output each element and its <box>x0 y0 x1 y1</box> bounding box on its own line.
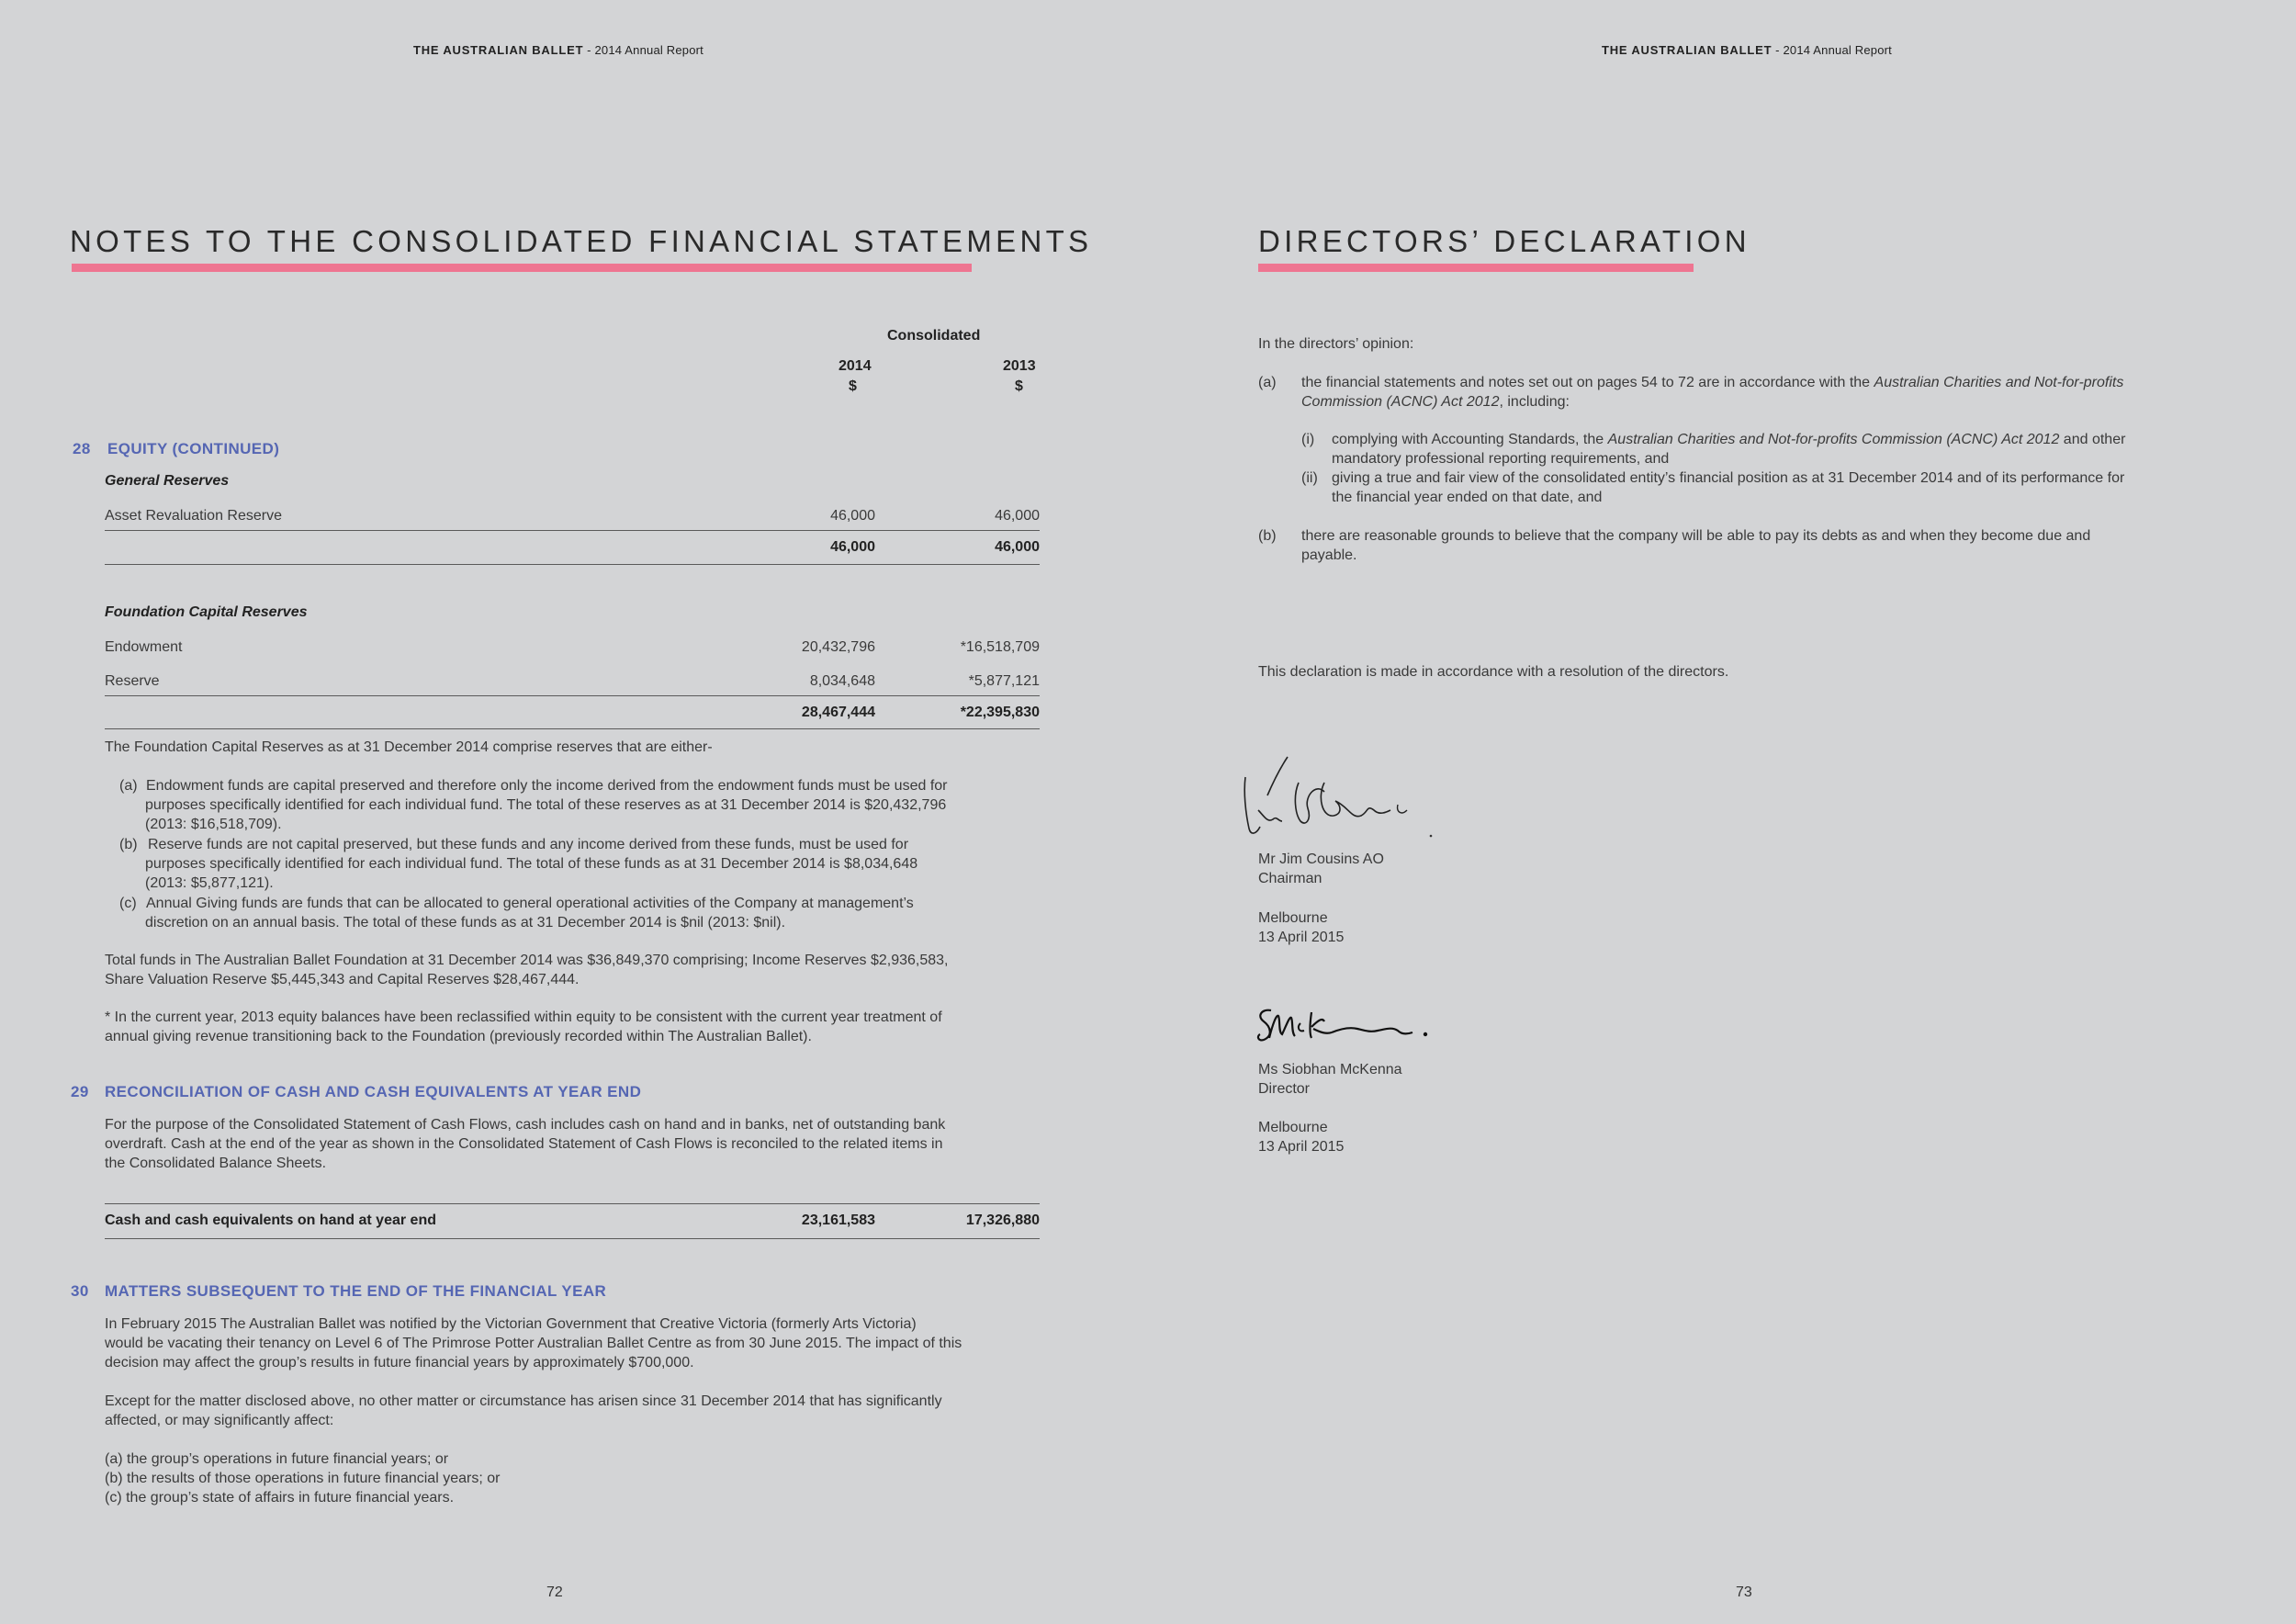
page-title: NOTES TO THE CONSOLIDATED FINANCIAL STATEMENTS <box>70 224 1093 258</box>
running-head <box>413 43 703 57</box>
general-reserves-total-2013: 46,000 <box>995 539 1040 555</box>
row-value-2013: 17,326,880 <box>965 1212 1040 1228</box>
table-rule <box>105 1238 1040 1239</box>
paragraph-line: Share Valuation Reserve $5,445,343 and Capital Reserves $28,467,444. <box>105 972 580 987</box>
note-28-number: 28 <box>73 440 91 457</box>
item-text: and other <box>2059 432 2126 447</box>
row-label: Endowment <box>105 639 183 655</box>
signatory-1-block <box>1258 850 1384 888</box>
row-value-2014: 20,432,796 <box>801 639 875 655</box>
note-28-heading: EQUITY (CONTINUED) <box>107 440 280 457</box>
column-unit-2014: $ <box>849 378 857 394</box>
table-rule <box>105 695 1040 696</box>
opinion-intro: In the directors’ opinion: <box>1258 336 1414 352</box>
consolidated-column-group-header: Consolidated <box>887 328 981 344</box>
resolution-statement: This declaration is made in accordance with a resolution of the directors. <box>1258 664 1729 680</box>
signing-date: 13 April 2015 <box>1258 1139 1345 1155</box>
row-value-2014: 23,161,583 <box>801 1212 875 1228</box>
item-label: (i) <box>1301 432 1315 447</box>
item-line <box>1332 430 2125 449</box>
item-text: , including: <box>1499 394 1570 410</box>
signatory-2-block <box>1258 1060 1402 1099</box>
running-head-brand: THE AUSTRALIAN BALLET <box>413 43 584 57</box>
list-item-label: (c) <box>119 896 137 911</box>
paragraph-line: decision may affect the group’s results in future financial years by approximately $700,000. <box>105 1355 694 1370</box>
list-item-label: (a) <box>119 778 138 794</box>
table-rule <box>105 564 1040 565</box>
running-head-rest: - 2014 Annual Report <box>583 43 703 57</box>
right-page <box>1148 0 2296 1624</box>
running-head-brand: THE AUSTRALIAN BALLET <box>1602 43 1773 57</box>
signing-city: Melbourne <box>1258 1120 1328 1135</box>
row-label: Asset Revaluation Reserve <box>105 508 282 524</box>
paragraph-line: overdraft. Cash at the end of the year as shown in the Consolidated Statement of Cash Flows is reconciled to the related items in <box>105 1136 943 1152</box>
reclassification-footnote <box>105 1008 942 1046</box>
note-29-heading: RECONCILIATION OF CASH AND CASH EQUIVALENTS AT YEAR END <box>105 1083 642 1100</box>
list-item-line: purposes specifically identified for each individual fund. The total of these reserves as at 31 December 2014 is $20,432,796 <box>145 797 947 813</box>
list-item-line: Endowment funds are capital preserved and therefore only the income derived from the endowment funds must be used for <box>146 778 948 794</box>
paragraph-line: In February 2015 The Australian Ballet was notified by the Victorian Government that Creative Victoria (formerly Arts Victoria) <box>105 1316 917 1332</box>
note-29-number: 29 <box>71 1083 89 1100</box>
item-line: giving a true and fair view of the consolidated entity’s financial position as at 31 December 2014 and of its performance for <box>1332 470 2125 486</box>
column-unit-2013: $ <box>1015 378 1023 394</box>
row-value-2013: *5,877,121 <box>968 673 1040 689</box>
foundation-reserves-total-2013: *22,395,830 <box>960 705 1040 720</box>
foundation-reserves-total-2014: 28,467,444 <box>801 705 875 720</box>
item-line <box>1301 392 1570 412</box>
paragraph-line: affected, or may significantly affect: <box>105 1413 334 1428</box>
list-item-line: purposes specifically identified for each individual fund. The total of these funds as at 31 December 2014 is $8,034,648 <box>145 856 918 872</box>
running-head-rest: - 2014 Annual Report <box>1772 43 1892 57</box>
total-funds-paragraph <box>105 951 949 989</box>
item-label: (ii) <box>1301 470 1318 486</box>
row-label: Reserve <box>105 673 160 689</box>
item-text: the financial statements and notes set out on pages 54 to 72 are in accordance with the <box>1301 375 1874 390</box>
page-number: 73 <box>1736 1585 1752 1600</box>
list-item <box>119 835 1038 893</box>
signatory-name: Mr Jim Cousins AO <box>1258 851 1384 867</box>
note-30-heading: MATTERS SUBSEQUENT TO THE END OF THE FINANCIAL YEAR <box>105 1282 607 1300</box>
note-30-number: 30 <box>71 1282 89 1300</box>
paragraph-line: Total funds in The Australian Ballet Foundation at 31 December 2014 was $36,849,370 comprising; Income Reserves $2,936,583, <box>105 953 949 968</box>
signing-city: Melbourne <box>1258 910 1328 926</box>
list-item-label: (b) <box>119 837 138 852</box>
list-item-line: discretion on an annual basis. The total of these funds as at 31 December 2014 is $nil (2013: $nil). <box>145 915 786 930</box>
general-reserves-total-2014: 46,000 <box>830 539 875 555</box>
page-number: 72 <box>546 1585 563 1600</box>
declaration-item-a-ii <box>1301 468 2275 507</box>
paragraph-line: For the purpose of the Consolidated Statement of Cash Flows, cash includes cash on hand and in banks, net of outstanding bank <box>105 1117 946 1133</box>
paragraph-line: would be vacating their tenancy on Level 6 of The Primrose Potter Australian Ballet Centre as from 30 June 2015. The impact of this <box>105 1336 962 1351</box>
list-item-line: (2013: $16,518,709). <box>145 817 282 832</box>
list-item: (b) the results of those operations in future financial years; or <box>105 1471 501 1486</box>
signatory-2-place-date <box>1258 1118 1344 1156</box>
signing-date: 13 April 2015 <box>1258 930 1345 945</box>
item-text: complying with Accounting Standards, the <box>1332 432 1608 447</box>
table-rule <box>105 1203 1040 1204</box>
act-name-italic: Australian Charities and Not-for-profits Commission (ACNC) Act 2012 <box>1607 432 2060 447</box>
list-item: (c) the group’s state of affairs in future financial years. <box>105 1490 455 1506</box>
item-line <box>1301 373 2123 392</box>
list-item-line: (2013: $5,877,121). <box>145 875 274 891</box>
note-30-list <box>105 1449 500 1507</box>
column-header-2014: 2014 <box>838 358 872 374</box>
paragraph-line: the Consolidated Balance Sheets. <box>105 1156 327 1171</box>
item-line: payable. <box>1301 547 1357 563</box>
row-value-2014: 8,034,648 <box>809 673 875 689</box>
list-item: (a) the group’s operations in future financial years; or <box>105 1451 449 1467</box>
row-label: Cash and cash equivalents on hand at year end <box>105 1212 436 1228</box>
signature-siobhan-mckenna <box>1255 1005 1438 1049</box>
list-item <box>119 894 1038 932</box>
item-line: mandatory professional reporting requirements, and <box>1332 451 1670 467</box>
declaration-item-b <box>1258 526 2268 565</box>
foundation-capital-reserves-heading: Foundation Capital Reserves <box>105 604 308 620</box>
column-header-2013: 2013 <box>1003 358 1036 374</box>
item-label: (b) <box>1258 528 1277 544</box>
running-head <box>1602 43 1892 57</box>
title-underline <box>1258 264 1694 272</box>
list-item-line: Reserve funds are not capital preserved, but these funds and any income derived from these funds, must be used for <box>148 837 909 852</box>
row-value-2014: 46,000 <box>830 508 875 524</box>
act-name-italic: Commission (ACNC) Act 2012 <box>1301 394 1500 410</box>
signatory-1-place-date <box>1258 908 1344 947</box>
list-item <box>119 776 1038 834</box>
signatory-name: Ms Siobhan McKenna <box>1258 1062 1402 1077</box>
title-underline <box>72 264 972 272</box>
signatory-role: Director <box>1258 1081 1311 1097</box>
table-rule <box>105 728 1040 729</box>
signature-jim-cousins <box>1240 755 1451 843</box>
general-reserves-heading: General Reserves <box>105 473 230 489</box>
declaration-item-a <box>1258 373 2268 412</box>
paragraph-line: Except for the matter disclosed above, no other matter or circumstance has arisen since 31 December 2014 that has significantly <box>105 1393 942 1409</box>
paragraph-line: annual giving revenue transitioning back to the Foundation (previously recorded within The Australian Ballet). <box>105 1029 812 1044</box>
list-item-line: Annual Giving funds are funds that can be allocated to general operational activities of the Company at management’s <box>146 896 914 911</box>
page-title: DIRECTORS’ DECLARATION <box>1258 224 1750 258</box>
declaration-item-a-i <box>1301 430 2275 468</box>
item-line: there are reasonable grounds to believe that the company will be able to pay its debts as and when they become due and <box>1301 528 2091 544</box>
item-line: the financial year ended on that date, and <box>1332 490 1603 505</box>
paragraph-line: * In the current year, 2013 equity balances have been reclassified within equity to be consistent with the current year treatment of <box>105 1009 942 1025</box>
act-name-italic: Australian Charities and Not-for-profits <box>1874 375 2124 390</box>
row-value-2013: *16,518,709 <box>960 639 1040 655</box>
foundation-reserves-intro: The Foundation Capital Reserves as at 31 December 2014 comprise reserves that are either- <box>105 739 713 755</box>
note-29-paragraph <box>105 1115 945 1173</box>
signatory-role: Chairman <box>1258 871 1322 886</box>
item-label: (a) <box>1258 375 1277 390</box>
note-30-paragraph-1 <box>105 1314 962 1372</box>
row-value-2013: 46,000 <box>995 508 1040 524</box>
note-30-paragraph-2 <box>105 1392 942 1430</box>
table-rule <box>105 530 1040 531</box>
